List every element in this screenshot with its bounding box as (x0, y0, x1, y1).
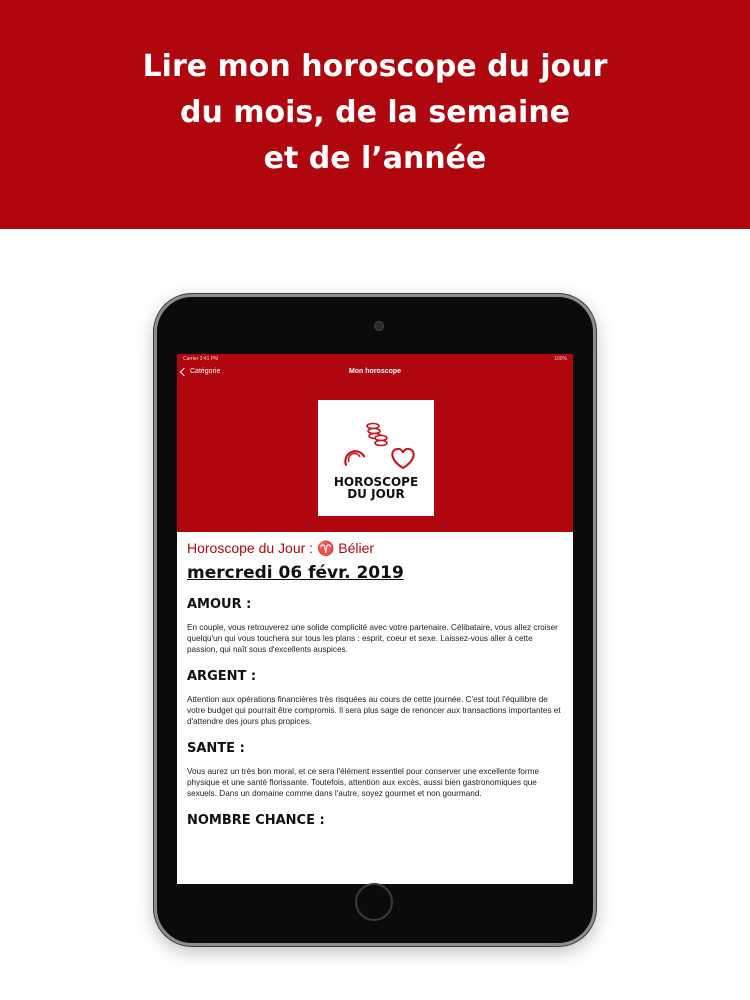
section-title-argent: ARGENT : (187, 669, 257, 684)
tablet-device (154, 294, 596, 946)
status-battery: 100% (554, 356, 567, 362)
logo-line-2: DU JOUR (347, 487, 405, 501)
heart-icon (392, 449, 413, 468)
status-carrier-time: Carrier 3:41 PM (183, 356, 219, 362)
tablet-screen (177, 354, 573, 884)
banner-line-2: du mois, de la semaine (179, 94, 571, 130)
banner-headline (143, 44, 608, 182)
section-title-nombre-chance: NOMBRE CHANCE : (187, 813, 325, 828)
screen-header (177, 354, 573, 532)
section-title-amour: AMOUR : (187, 597, 252, 612)
logo-line-1: HOROSCOPE (333, 475, 419, 489)
horoscope-date: mercredi 06 févr. 2019 (187, 563, 404, 583)
banner-line-3: et de l’année (263, 140, 487, 176)
coins-icon (367, 424, 387, 446)
section-body-amour: En couple, vous retrouverez une solide complicité avec votre partenaire. Célibataire, vous allez croiser quelqu'un qui vous touchera sur tous les plans : esprit, coeur et sexe. Laissez-vous aller à cette passion, qui naît sous d'excellents auspices. (187, 623, 558, 654)
horseshoe-icon (342, 448, 364, 466)
navigation-bar (177, 364, 573, 382)
promo-banner (0, 0, 750, 229)
section-title-sante: SANTE : (187, 741, 245, 756)
sign-title: Horoscope du Jour : ♈ Bélier (187, 540, 375, 556)
nav-title: Mon horoscope (348, 368, 402, 375)
back-button-label: Catégorie (190, 368, 221, 375)
status-bar (177, 354, 573, 364)
horoscope-logo (318, 400, 434, 516)
banner-line-1: Lire mon horoscope du jour (142, 48, 608, 84)
section-body-argent: Attention aux opérations financières très risquées au cours de cette journée. C'est tout l'équilibre de votre budget qui pourrait être compromis. Il sera plus sage de renoncer aux transactions importantes et d'attendre des jours plus propices. (187, 695, 561, 726)
home-button[interactable] (355, 883, 393, 921)
section-body-sante: Vous aurez un très bon moral, et ce sera l'élément essentiel pour conserver une excellente forme physique et une santé florissante. Toutefois, attention aux excès, aussi bien gastronomiques que sexuels. Dans un domaine comme dans l'autre, soyez gourmet et non gourmand. (187, 767, 539, 798)
horoscope-content (177, 532, 573, 828)
logo-text (318, 476, 434, 500)
front-camera (374, 321, 384, 331)
